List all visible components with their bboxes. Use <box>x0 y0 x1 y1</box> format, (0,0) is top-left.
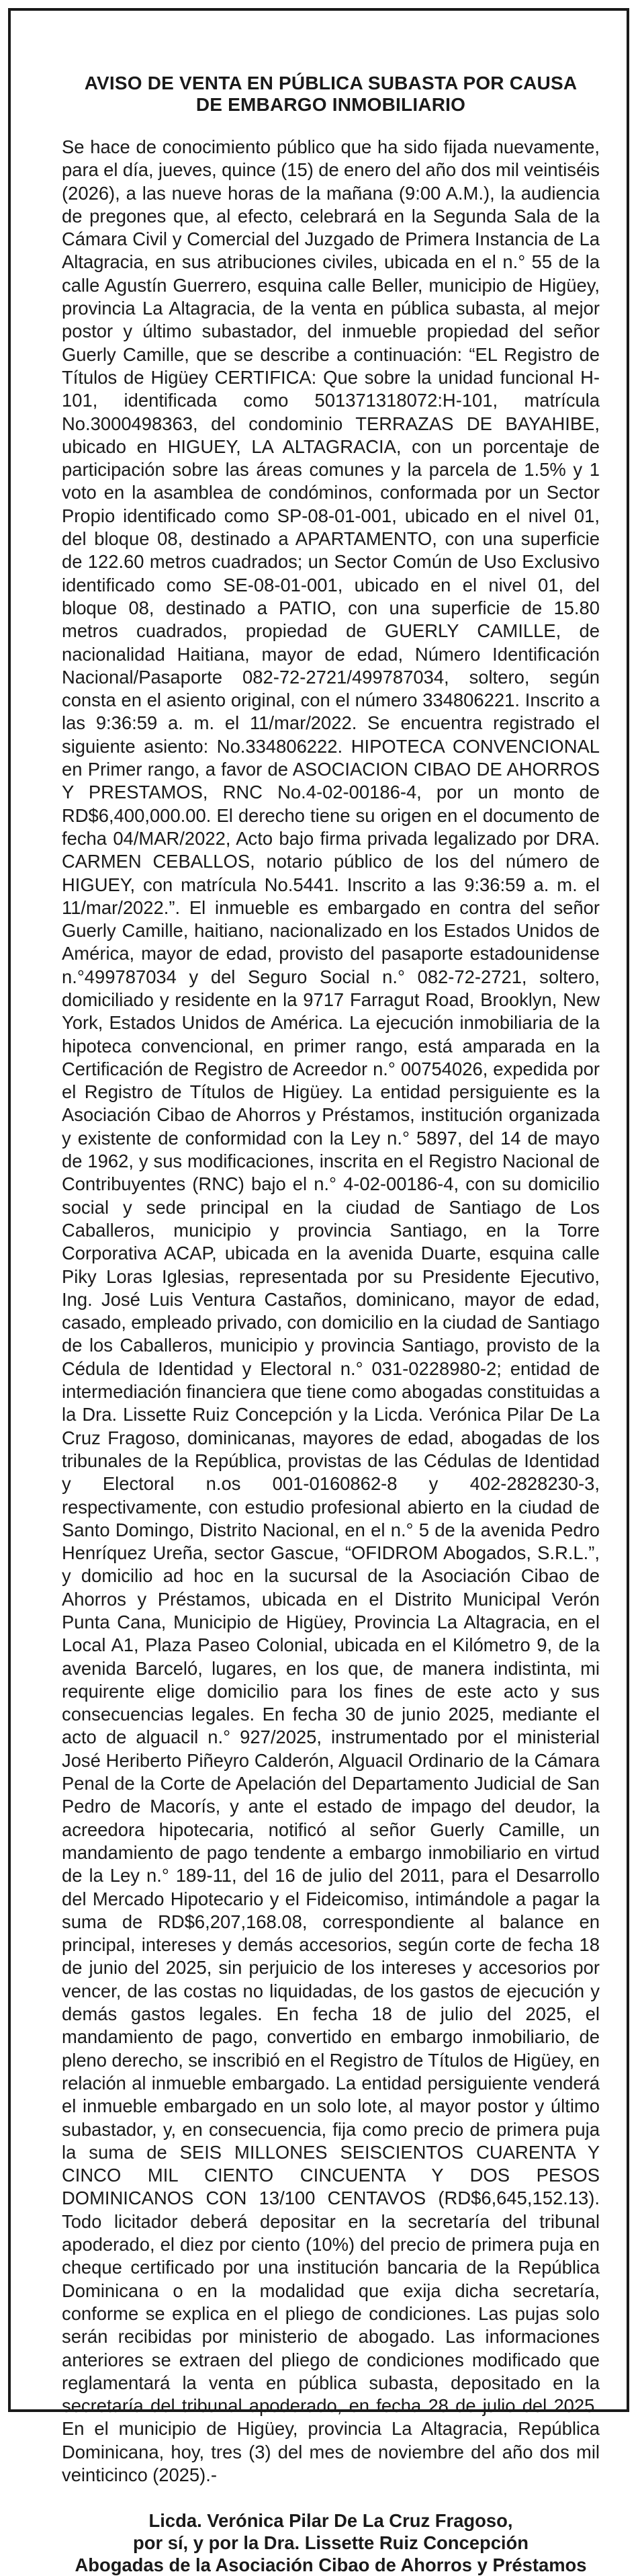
legal-notice-box <box>8 8 629 2576</box>
notice-body-text: Se hace de conocimiento público que ha sido fijada nuevamente, para el día, jueves, quince (15) de enero del año dos mil veintiséis (2026), a las nueve horas de la mañana (9:00 A.M.), la audiencia de pregones que, al efecto, celebrará en la Segunda Sala de la Cámara Civil y Comercial del Juzgado de Primera Instancia de La Altagracia, en sus atribuciones civiles, ubicada en el n.° 55 de la calle Agustín Guerrero, esquina calle Beller, municipio de Higüey, provincia La Altagracia, de la venta en pública subasta, al mejor postor y último subastador, del inmueble propiedad del señor Guerly Camille, que se describe a continuación: “EL Registro de Títulos de Higüey CERTIFICA: Que sobre la unidad funcional H-101, identificada como 501371318072:H-101, matrícula No.3000498363, del condominio TERRAZAS DE BAYAHIBE, ubicado en HIGUEY, LA ALTAGRACIA, con un porcentaje de participación sobre las áreas comunes y la parcela de 1.5% y 1 voto en la asamblea de condóminos, conformada por un Sector Propio identificado como SP-08-01-001, ubicado en el nivel 01, del bloque 08, destinado a APARTAMENTO, con una superficie de 122.60 metros cuadrados; un Sector Común de Uso Exclusivo identificado como SE-08-01-001, ubicado en el nivel 01, del bloque 08, destinado a PATIO, con una superficie de 15.80 metros cuadrados, propiedad de GUERLY CAMILLE, de nacionalidad Haitiana, mayor de edad, Número Identificación Nacional/Pasaporte 082-72-2721/499787034, soltero, según consta en el asiento original, con el número 334806221. Inscrito a las 9:36:59 a. m. el 11/mar/2022. Se encuentra registrado el siguiente asiento: No.334806222. HIPOTECA CONVENCIONAL en Primer rango, a favor de ASOCIACION CIBAO DE AHORROS Y PRESTAMOS, RNC No.4-02-00186-4, por un monto de RD$6,400,000.00. El derecho tiene su origen en el documento de fecha 04/MAR/2022, Acto bajo firma privada legalizado por DRA. CARMEN CEBALLOS, notario público de los del número de HIGUEY, con matrícula No.5441. Inscrito a las 9:36:59 a. m. el 11/mar/2022.”. El inmueble es embargado en contra del señor Guerly Camille, haitiano, nacionalizado en los Estados Unidos de América, mayor de edad, provisto del pasaporte estadounidense n.°499787034 y del Seguro Social n.° 082-72-2721, soltero, domiciliado y residente en la 9717 Farragut Road, Brooklyn, New York, Estados Unidos de América. La ejecución inmobiliaria de la hipoteca convencional, en primer rango, está amparada en la Certificación de Registro de Acreedor n.° 00754026, expedida por el Registro de Títulos de Higüey. La entidad persiguiente es la Asociación Cibao de Ahorros y Préstamos, institución organizada y existente de conformidad con la Ley n.° 5897, del 14 de mayo de 1962, y sus modificaciones, inscrita en el Registro Nacional de Contribuyentes (RNC) bajo el n.° 4-02-00186-4, con su domicilio social y sede principal en la ciudad de Santiago de Los Caballeros, municipio y provincia Santiago, en la Torre Corporativa ACAP, ubicada en la avenida Duarte, esquina calle Piky Loras Iglesias, representada por su Presidente Ejecutivo, Ing. José Luis Ventura Castaños, dominicano, mayor de edad, casado, empleado privado, con domicilio en la ciudad de Santiago de los Caballeros, municipio y provincia Santiago, provisto de la Cédula de Identidad y Electoral n.° 031-0228980-2; entidad de intermediación financiera que tiene como abogadas constituidas a la Dra. Lissette Ruiz Concepción y la Licda. Verónica Pilar De La Cruz Fragoso, dominicanas, mayores de edad, abogadas de los tribunales de la República, provistas de las Cédulas de Identidad y Electoral n.os 001-0160862-8 y 402-2828230-3, respectivamente, con estudio profesional abierto en la ciudad de Santo Domingo, Distrito Nacional, en el n.° 5 de la avenida Pedro Henríquez Ureña, sector Gascue, “OFIDROM Abogados, S.R.L.”, y domicilio ad hoc en la sucursal de la Asociación Cibao de Ahorros y Préstamos, ubicada en el Distrito Municipal Verón Punta Cana, Municipio de Higüey, Provincia La Altagracia, en el Local A1, Plaza Paseo Colonial, ubicada en el Kilómetro 9, de la avenida Barceló, lugares, en los que, de manera indistinta, mi requirente elige domicilio para los fines de este acto y sus consecuencias legales. En fecha 30 de junio 2025, mediante el acto de alguacil n.° 927/2025, instrumentado por el ministerial José Heriberto Piñeyro Calderón, Alguacil Ordinario de la Cámara Penal de la Corte de Apelación del Departamento Judicial de San Pedro de Macorís, y ante el estado de impago del deudor, la acreedora hipotecaria, notificó al señor Guerly Camille, un mandamiento de pago tendente a embargo inmobiliario en virtud de la Ley n.° 189-11, del 16 de julio del 2011, para el Desarrollo del Mercado Hipotecario y el Fideicomiso, intimándole a pagar la suma de RD$6,207,168.08, correspondiente al balance en principal, intereses y demás accesorios, según corte de fecha 18 de junio del 2025, sin perjuicio de los intereses y accesorios por vencer, de las costas no liquidadas, de los gastos de ejecución y demás gastos legales. En fecha 18 de julio del 2025, el mandamiento de pago, convertido en embargo inmobiliario, de pleno derecho, se inscribió en el Registro de Títulos de Higüey, en relación al inmueble embargado. La entidad persiguiente venderá el inmueble embargado en un solo lote, al mayor postor y último subastador, y, en consecuencia, fija como precio de primera puja la suma de SEIS MILLONES SEISCIENTOS CUARENTA Y CINCO MIL CIENTO CINCUENTA Y DOS PESOS DOMINICANOS CON 13/100 CENTAVOS (RD$6,645,152.13). Todo licitador deberá depositar en la secretaría del tribunal apoderado, el diez por ciento (10%) del precio de primera puja en cheque certificado por una institución bancaria de la República Dominicana o en la modalidad que exija dicha secretaría, conforme se explica en el pliego de condiciones. Las pujas solo serán recibidas por ministerio de abogado. Las informaciones anteriores se extraen del pliego de condiciones modificado que reglamentará la venta en pública subasta, depositado en la secretaría del tribunal apoderado, en fecha 28 de julio del 2025. En el municipio de Higüey, provincia La Altagracia, República Dominicana, hoy, tres (3) del mes de noviembre del año dos mil veinticinco (2025).- <box>62 136 600 2485</box>
notice-signature-block <box>62 2509 600 2576</box>
signature-line-3: Abogadas de la Asociación Cibao de Ahorros y Préstamos <box>75 2554 587 2576</box>
notice-title-line-1: AVISO DE VENTA EN PÚBLICA SUBASTA POR CAUSA <box>84 73 578 93</box>
notice-title-line-2: DE EMBARGO INMOBILIARIO <box>195 94 466 115</box>
signature-line-1: Licda. Verónica Pilar De La Cruz Fragoso, <box>148 2510 513 2532</box>
notice-content <box>62 73 600 2576</box>
notice-title <box>62 73 600 116</box>
signature-line-2: por sí, y por la Dra. Lissette Ruiz Concepción <box>132 2532 529 2554</box>
